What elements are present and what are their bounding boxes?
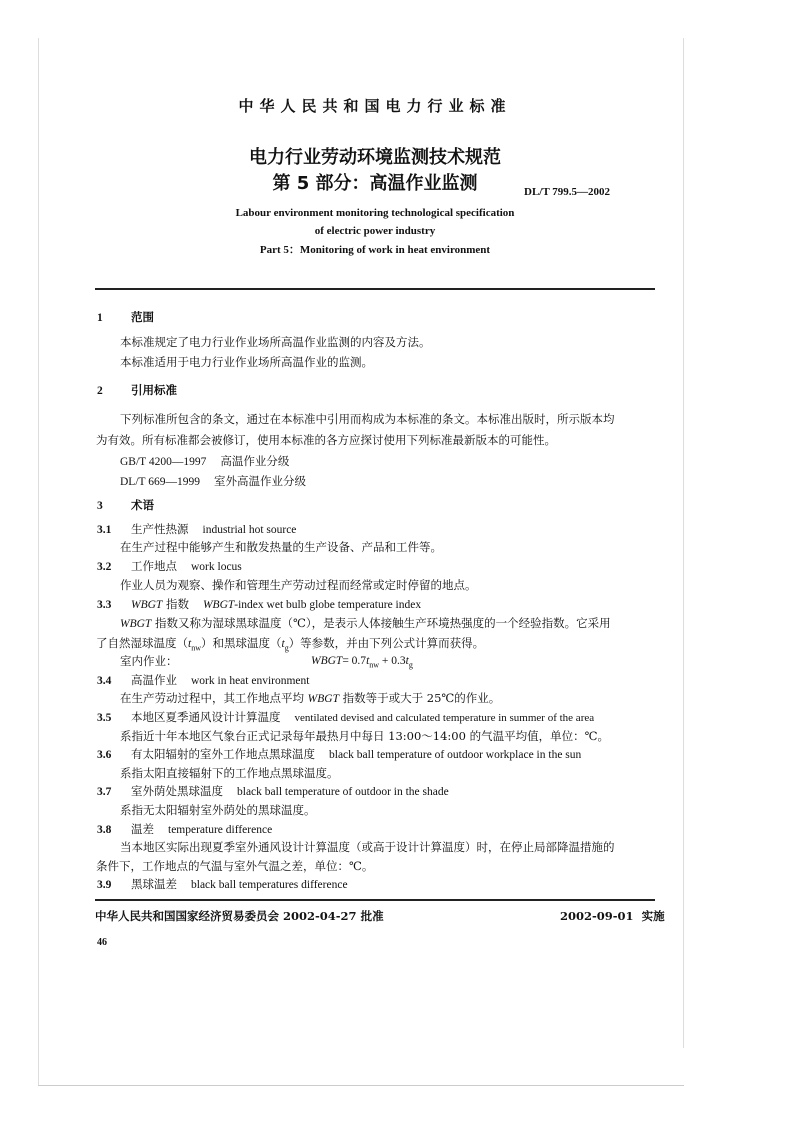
term-3-5: 3.5 本地区夏季通风设计计算温度 ventilated devised and calculated temperature in summer of the area (97, 710, 595, 724)
title-en-2: of electric power industry (314, 225, 436, 237)
title-en-3: Part 5：Monitoring of work in heat environment (259, 244, 491, 256)
title-cn-1: 电力行业劳动环境监测技术规范 (249, 147, 501, 168)
page-edge-left (38, 38, 39, 1085)
term-3-4: 3.4 高温作业 work in heat environment (97, 673, 310, 687)
standard-header: 中华人民共和国电力行业标准 (238, 97, 512, 115)
indoor-label: 室内作业： (120, 654, 178, 668)
term-definition: 条件下，工作地点的气温与室外气温之差，单位：℃。 (96, 859, 374, 873)
term-3-3: 3.3 WBGT 指数 WBGT-index wet bulb globe temperature index (97, 597, 422, 611)
section-1-heading: 1 范围 (97, 310, 154, 324)
term-definition: WBGT 指数又称为湿球黑球温度（℃），是表示人体接触生产环境热强度的一个经验指数。它采用 (120, 616, 611, 630)
approval-note: 中华人民共和国国家经济贸易委员会 2002-04-27 批准 (95, 909, 384, 923)
section-2-heading: 2 引用标准 (97, 383, 177, 397)
footer-rule (95, 899, 655, 901)
term-definition: 在生产劳动过程中，其工作地点平均 WBGT 指数等于或大于 25℃的作业。 (120, 691, 501, 705)
paragraph: 为有效。所有标准都会被修订，使用本标准的各方应探讨使用下列标准最新版本的可能性。 (96, 433, 556, 447)
header-rule (95, 288, 655, 290)
term-definition: 系指无太阳辐射室外荫处的黑球温度。 (120, 803, 316, 817)
paragraph: 本标准适用于电力行业作业场所高温作业的监测。 (120, 355, 373, 369)
term-definition: 系指近十年本地区气象台正式记录每年最热月中每日 13:00～14:00 的气温平均值，单位：℃。 (120, 729, 609, 743)
paragraph: 下列标准所包含的条文，通过在本标准中引用而构成为本标准的条文。本标准出版时，所示版本均 (120, 412, 615, 426)
section-3-heading: 3 术语 (97, 498, 154, 512)
term-definition: 系指太阳直接辐射下的工作地点黑球温度。 (120, 766, 339, 780)
term-definition: 了自然湿球温度$(t_{nw})$和黑球温度$(t_g)$等参数，并由下列公式计算而获得。 (96, 636, 485, 653)
title-en-1: Labour environment monitoring technological specification (235, 207, 515, 219)
term-3-7: 3.7 室外荫处黑球温度 black ball temperature of outdoor in the shade (97, 784, 449, 798)
wbgt-formula: WBGT= $0.7t_{nw} + 0.3t_g$ (311, 655, 413, 670)
term-3-2: 3.2 工作地点 work locus (97, 559, 242, 573)
term-3-8: 3.8 温差 temperature difference (97, 822, 273, 836)
implementation-date: 2002-09-01 实施 (560, 909, 665, 923)
standard-code: DL/T 799.5—2002 (524, 186, 610, 198)
paragraph: 本标准规定了电力行业作业场所高温作业监测的内容及方法。 (120, 335, 431, 349)
title-cn-2: 第 5 部分：高温作业监测 (272, 173, 478, 194)
page-edge-bottom (38, 1085, 684, 1086)
reference-item: GB/T 4200—1997 高温作业分级 (120, 454, 290, 468)
term-3-1: 3.1 生产性热源 industrial hot source (97, 522, 297, 536)
term-3-9: 3.9 黑球温差 black ball temperatures difference (97, 877, 348, 891)
page-number: 46 (97, 937, 107, 948)
term-definition: 当本地区实际出现夏季室外通风设计计算温度（或高于设计计算温度）时，在停止局部降温措施的 (120, 840, 615, 854)
term-definition: 在生产过程中能够产生和散发热量的生产设备、产品和工件等。 (120, 540, 442, 554)
term-3-6: 3.6 有太阳辐射的室外工作地点黑球温度 black ball temperature of outdoor workplace in the sun (97, 747, 582, 761)
reference-item: DL/T 669—1999 室外高温作业分级 (120, 474, 306, 488)
term-definition: 作业人员为观察、操作和管理生产劳动过程而经常或定时停留的地点。 (120, 578, 477, 592)
